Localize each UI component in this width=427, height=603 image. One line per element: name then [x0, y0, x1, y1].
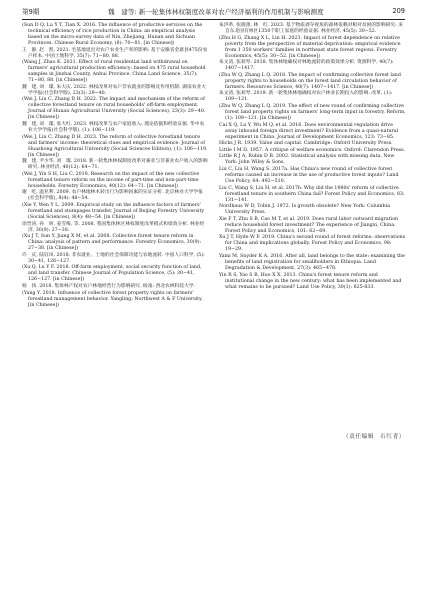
- reference-entry: 朱洪革, 张晓蕾, 林 红. 2023. 基于物质剥夺视角的森林依赖对相对贫困的影响研究: 来自东北国有林区1350个职工家庭的经验证据. 林业经济, 45(5): 30−52.: [219, 23, 404, 34]
- reference-entry: (Xie Y, Wen Y L. 2009. Empirical study on the influence factors of farmers' forestland and stumpages transfer. Journal of Beijing Forestry University (Social Sciences), 8(4): 48−54. [in Chinese]): [22, 202, 205, 220]
- reference-entry: Little I M D. 1957. A critique of welfare economics. Oxford: Clarendon Press.: [219, 147, 406, 153]
- reference-entry: (Yang Y. 2018. Influence of collective forest property rights on farmers' forestland management behavior. Yangling: Northwest A & F University. [in Chinese]): [22, 290, 203, 308]
- reference-entry: 徐晋涛, 孙 妍, 姜雪梅, 等. 2008. 我国集体林区林权制度改革模式和绩效分析. 林业经济, 30(9): 27−38.: [22, 221, 205, 233]
- reference-entry: 朱文清, 张莉琴. 2018. 集体林地确权对林地流转的政策效果分析. 资源科学, 40(7): 1407−1417.: [219, 60, 394, 72]
- reference-entry: Liu C, Wang S, Liu H, et al. 2017b. Why did the 1980s' reform of collective forestland tenure in southern China fail? Forest Policy and Economics, 83: 131−141.: [219, 185, 405, 203]
- reference-entry: (Xu Q, Lu Y F. 2018. Off-farm employment, social security function of land, and land transfer. Chinese Journal of Population Science, (5): 30−41, 126−127. [in Chinese]): [22, 265, 202, 283]
- reference-entry: Xie F T, Zhu S B, Cao M T, et al. 2019. Does rural labor outward migration reduce household forest investment? The experience of Jiangxi, China. Forest Policy and Economics, 101: 62−69.: [219, 216, 399, 234]
- reference-entry: (Zhu W Q, Zhang L Q. 2019. The effect of new round of confirming collective forest land property rights on farmers' long-term input in forestry. Reform, (1): 109−121. [in Chinese]): [219, 103, 406, 121]
- references-right-column: [219, 23, 406, 291]
- reference-entry: 朱文清, 张莉琴. 2019. 新一轮集体林地确权对农户林业长期投入的影响. 改革, (1): 109−121.: [219, 91, 393, 103]
- reference-entry: 魏 建, 刘 璨, 张大红. 2023. 林权改革与农户家庭收入: 理论依据和经验证据. 华中农业大学学报(社会科学版), (1): 106−119.: [22, 121, 205, 133]
- reference-entry: (Zhu W Q, Zhang L Q. 2018. The impact of confirming collective forest land property rights to households on the forest land circulation behavior of farmers. Resources Science, 40(7): 1407−1417. [in Chinese]): [219, 72, 401, 90]
- reference-entry: 魏 建, 刘 璨, 朱大庆. 2022. 林权改革对农户非农就业的影响及作用机制. 湖南农业大学学报(社会科学版), 23(3): 29−40.: [22, 84, 206, 96]
- running-title: 魏 建等: 新一轮集体林权制度改革对农户经济福利的作用机制与影响测度: [108, 7, 324, 16]
- reference-entry: (Sun D Q, Lu Y T, Tian X. 2016. The influence of productive services on the technical efficiency of rice production in China: an empirical analysis based on the micro-survey data of Nin, Zhejiang, Hunan and Sichuan Provinces. Chinese Rural Economy, (8): 70−81. [in Chinese]): [22, 23, 203, 46]
- reference-entry: 杨 扬. 2018. 集体林产权对农户林地经营行为影响研究. 杨凌: 西北农林科技大学.: [22, 283, 196, 289]
- issue-number: 第9期: [22, 8, 40, 16]
- reference-entry: (Wang J, Zhao K. 2021. Effect of rural residential land withdrawal on farmers' agricultural production efficiency: based on 475 rural household samples in Jinzhai County, Anhui Province. China Land Science, 35(7): 71−80, 88. [in Chinese]): [22, 60, 206, 84]
- reference-entry: Cai X Q, Lu Y, Wu M Q, et al. 2016. Does environmental regulation drive away inbound foreign direct investment? Evidence from a quasi-natural experiment in China. Journal of Development Economics, 123: 73−85.: [219, 122, 399, 140]
- reference-entry: Hicks J R. 1939. Value and capital. Cambridge: Oxford University Press.: [219, 141, 393, 147]
- reference-entry: (Wei J, Yin S H, Liu C. 2018. Research on the impact of the new collective forestland tenure reform on the income of part-time and non-part-time households. Forestry Economics, 40(12): 64−71. [in Chinese]): [22, 171, 200, 189]
- reference-entry: Little R J A, Rubin D B. 2002. Statistical analysis with missing data. New York: John Wiley & Sons.: [219, 154, 395, 166]
- reference-entry: (Zhu H G, Zhang X L, Lin H. 2023. Impact of forest dependence on relative poverty from the perspective of material deprivation: empirical evidence from 1 350 workers' families in northeast state forest regions. Forestry Economics, 45(5): 30−52. [in Chinese]): [219, 35, 401, 59]
- reference-entry: 谢 屹, 温亚利. 2009. 农户林地林木转出行为影响因素的实证分析. 北京林业大学学报(社会科学版), 8(4): 48−54.: [22, 190, 203, 202]
- reference-entry: Xu J T, Hyde W F. 2019. China's second round of forest reforms: observations for China and implications globally. Forest Policy and Economics, 98: 19−29.: [219, 235, 406, 253]
- reference-entry: (Xu J T, Sun Y, Jiang X M, et al. 2008. Collective forest tenure reform in China: analysis of pattern and performance. Forestry Economics, 30(9): 27−38. [in Chinese]): [22, 234, 202, 252]
- reference-entry: Liu C, Liu H, Wang S. 2017a. Has China's new round of collective forest reforms caused an increase in the use of productive forest inputs? Land Use Policy, 64: 492−510.: [219, 166, 399, 184]
- references-left-column: [22, 23, 209, 309]
- reference-entry: 许 庆, 陆钰凤. 2018. 非农就业、土地的社会保障功能与农地流转. 中国人口科学, (5): 30−41, 126−127.: [22, 252, 205, 264]
- running-header: [22, 3, 405, 20]
- page-number: 209: [392, 7, 405, 15]
- editor-note: （责任编辑 石红青）: [343, 434, 405, 440]
- reference-entry: 王 静, 赵 凯. 2021. 宅基地退出对农户农业生产率的影响: 基于安徽省金寨县475份农户样本. 中国土地科学, 35(7): 71−80, 88.: [22, 47, 208, 59]
- reference-entry: (Wei J, Liu C, Zhang D H. 2022. The impact and mechanism of the reform of collective forestland tenure on rural households' off-farm employment. Journal of Hunan Agricultural University (Social Sciences), 23(3): 29−40. [in Chinese]): [22, 97, 206, 121]
- reference-entry: 魏 建, 尹少华, 刘 璨. 2018. 新一轮集体林权制度改革对兼业与非兼业农户收入的影响研究. 林业经济, 40(12): 64−71.: [22, 159, 208, 171]
- reference-entry: Nordhaus W D, Tobin J. 1972. Is growth obsolete? New York: Columbia University Press.: [219, 204, 390, 216]
- reference-entry: Yami M, Snyder K A. 2016. After all, land belongs to the state: examining the benefits of land registration for smallholders in Ethiopia. Land Degradation & Development, 27(3): 465−478.: [219, 253, 405, 271]
- reference-entry: Yin R S, Yao S B, Huo X X. 2013. China's forest tenure reform and institutional change in the new century: what has been implemented and what remains to be pursued? Land Use Policy, 30(1): 825-833.: [219, 272, 402, 290]
- reference-entry: (Wei J, Liu C, Zhang D H. 2023. The reform of collective forestland tenure and farmers' income: theoretical clues and empirical evidence. Journal of Huazhong Agricultural University (Social Sciences Edition), (1): 106−119. [in Chinese]): [22, 134, 208, 158]
